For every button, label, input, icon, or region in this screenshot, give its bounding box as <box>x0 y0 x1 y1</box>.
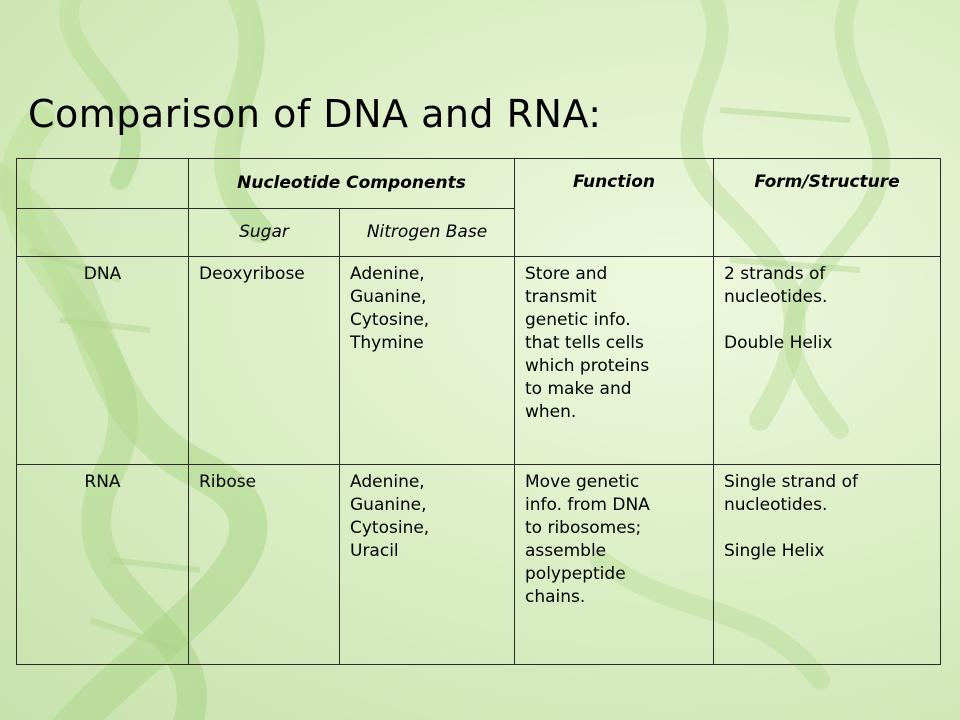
function-line: to ribosomes; <box>525 518 642 538</box>
table-row-rna <box>17 465 941 665</box>
row-label-rna <box>17 465 189 665</box>
bases-cell-dna <box>340 257 515 465</box>
function-line: which proteins <box>525 356 650 376</box>
structure-text <box>724 465 930 563</box>
sugar-text: Deoxyribose <box>199 264 305 284</box>
function-text <box>525 465 703 609</box>
slide-title: Comparison of DNA and RNA: <box>28 92 602 136</box>
row-label-dna <box>17 257 189 465</box>
structure-line: Single strand of <box>724 472 858 492</box>
function-line: chains. <box>525 587 586 607</box>
base-line: Uracil <box>350 541 399 561</box>
function-cell-dna <box>515 257 714 465</box>
structure-line: nucleotides. <box>724 495 828 515</box>
base-line: Guanine, <box>350 287 427 307</box>
base-line: Adenine, <box>350 472 425 492</box>
function-line: that tells cells <box>525 333 644 353</box>
base-line: Cytosine, <box>350 518 430 538</box>
empty-corner-cell <box>17 159 189 209</box>
subheader-nitrogen-base: Nitrogen Base <box>340 209 515 257</box>
structure-line: nucleotides. <box>724 287 828 307</box>
function-line: polypeptide <box>525 564 626 584</box>
base-line: Adenine, <box>350 264 425 284</box>
empty-subheader-cell <box>17 209 189 257</box>
structure-line: 2 strands of <box>724 264 826 284</box>
header-form-structure: Form/Structure <box>714 159 941 257</box>
header-function: Function <box>515 159 714 257</box>
function-line: Move genetic <box>525 472 640 492</box>
base-line: Cytosine, <box>350 310 430 330</box>
sugar-text: Ribose <box>199 472 257 492</box>
structure-cell-dna <box>714 257 941 465</box>
structure-text <box>724 257 930 355</box>
bases-text <box>350 465 504 563</box>
table-header-row <box>17 159 941 209</box>
function-line: assemble <box>525 541 607 561</box>
sugar-cell-rna <box>189 465 340 665</box>
function-line: Store and <box>525 264 608 284</box>
function-text <box>525 257 703 424</box>
function-line: transmit <box>525 287 597 307</box>
comparison-table <box>16 158 941 665</box>
structure-form: Double Helix <box>724 333 833 353</box>
table-row-dna <box>17 257 941 465</box>
sugar-cell-dna <box>189 257 340 465</box>
structure-form: Single Helix <box>724 541 825 561</box>
function-line: genetic info. <box>525 310 631 330</box>
function-cell-rna <box>515 465 714 665</box>
row-label-text: RNA <box>84 472 121 492</box>
structure-cell-rna <box>714 465 941 665</box>
bases-text <box>350 257 504 355</box>
subheader-sugar: Sugar <box>189 209 340 257</box>
bases-cell-rna <box>340 465 515 665</box>
function-line: info. from DNA <box>525 495 650 515</box>
function-line: when. <box>525 402 577 422</box>
row-label-text: DNA <box>83 264 122 284</box>
base-line: Guanine, <box>350 495 427 515</box>
function-line: to make and <box>525 379 632 399</box>
base-line: Thymine <box>350 333 424 353</box>
header-nucleotide-components: Nucleotide Components <box>189 159 515 209</box>
